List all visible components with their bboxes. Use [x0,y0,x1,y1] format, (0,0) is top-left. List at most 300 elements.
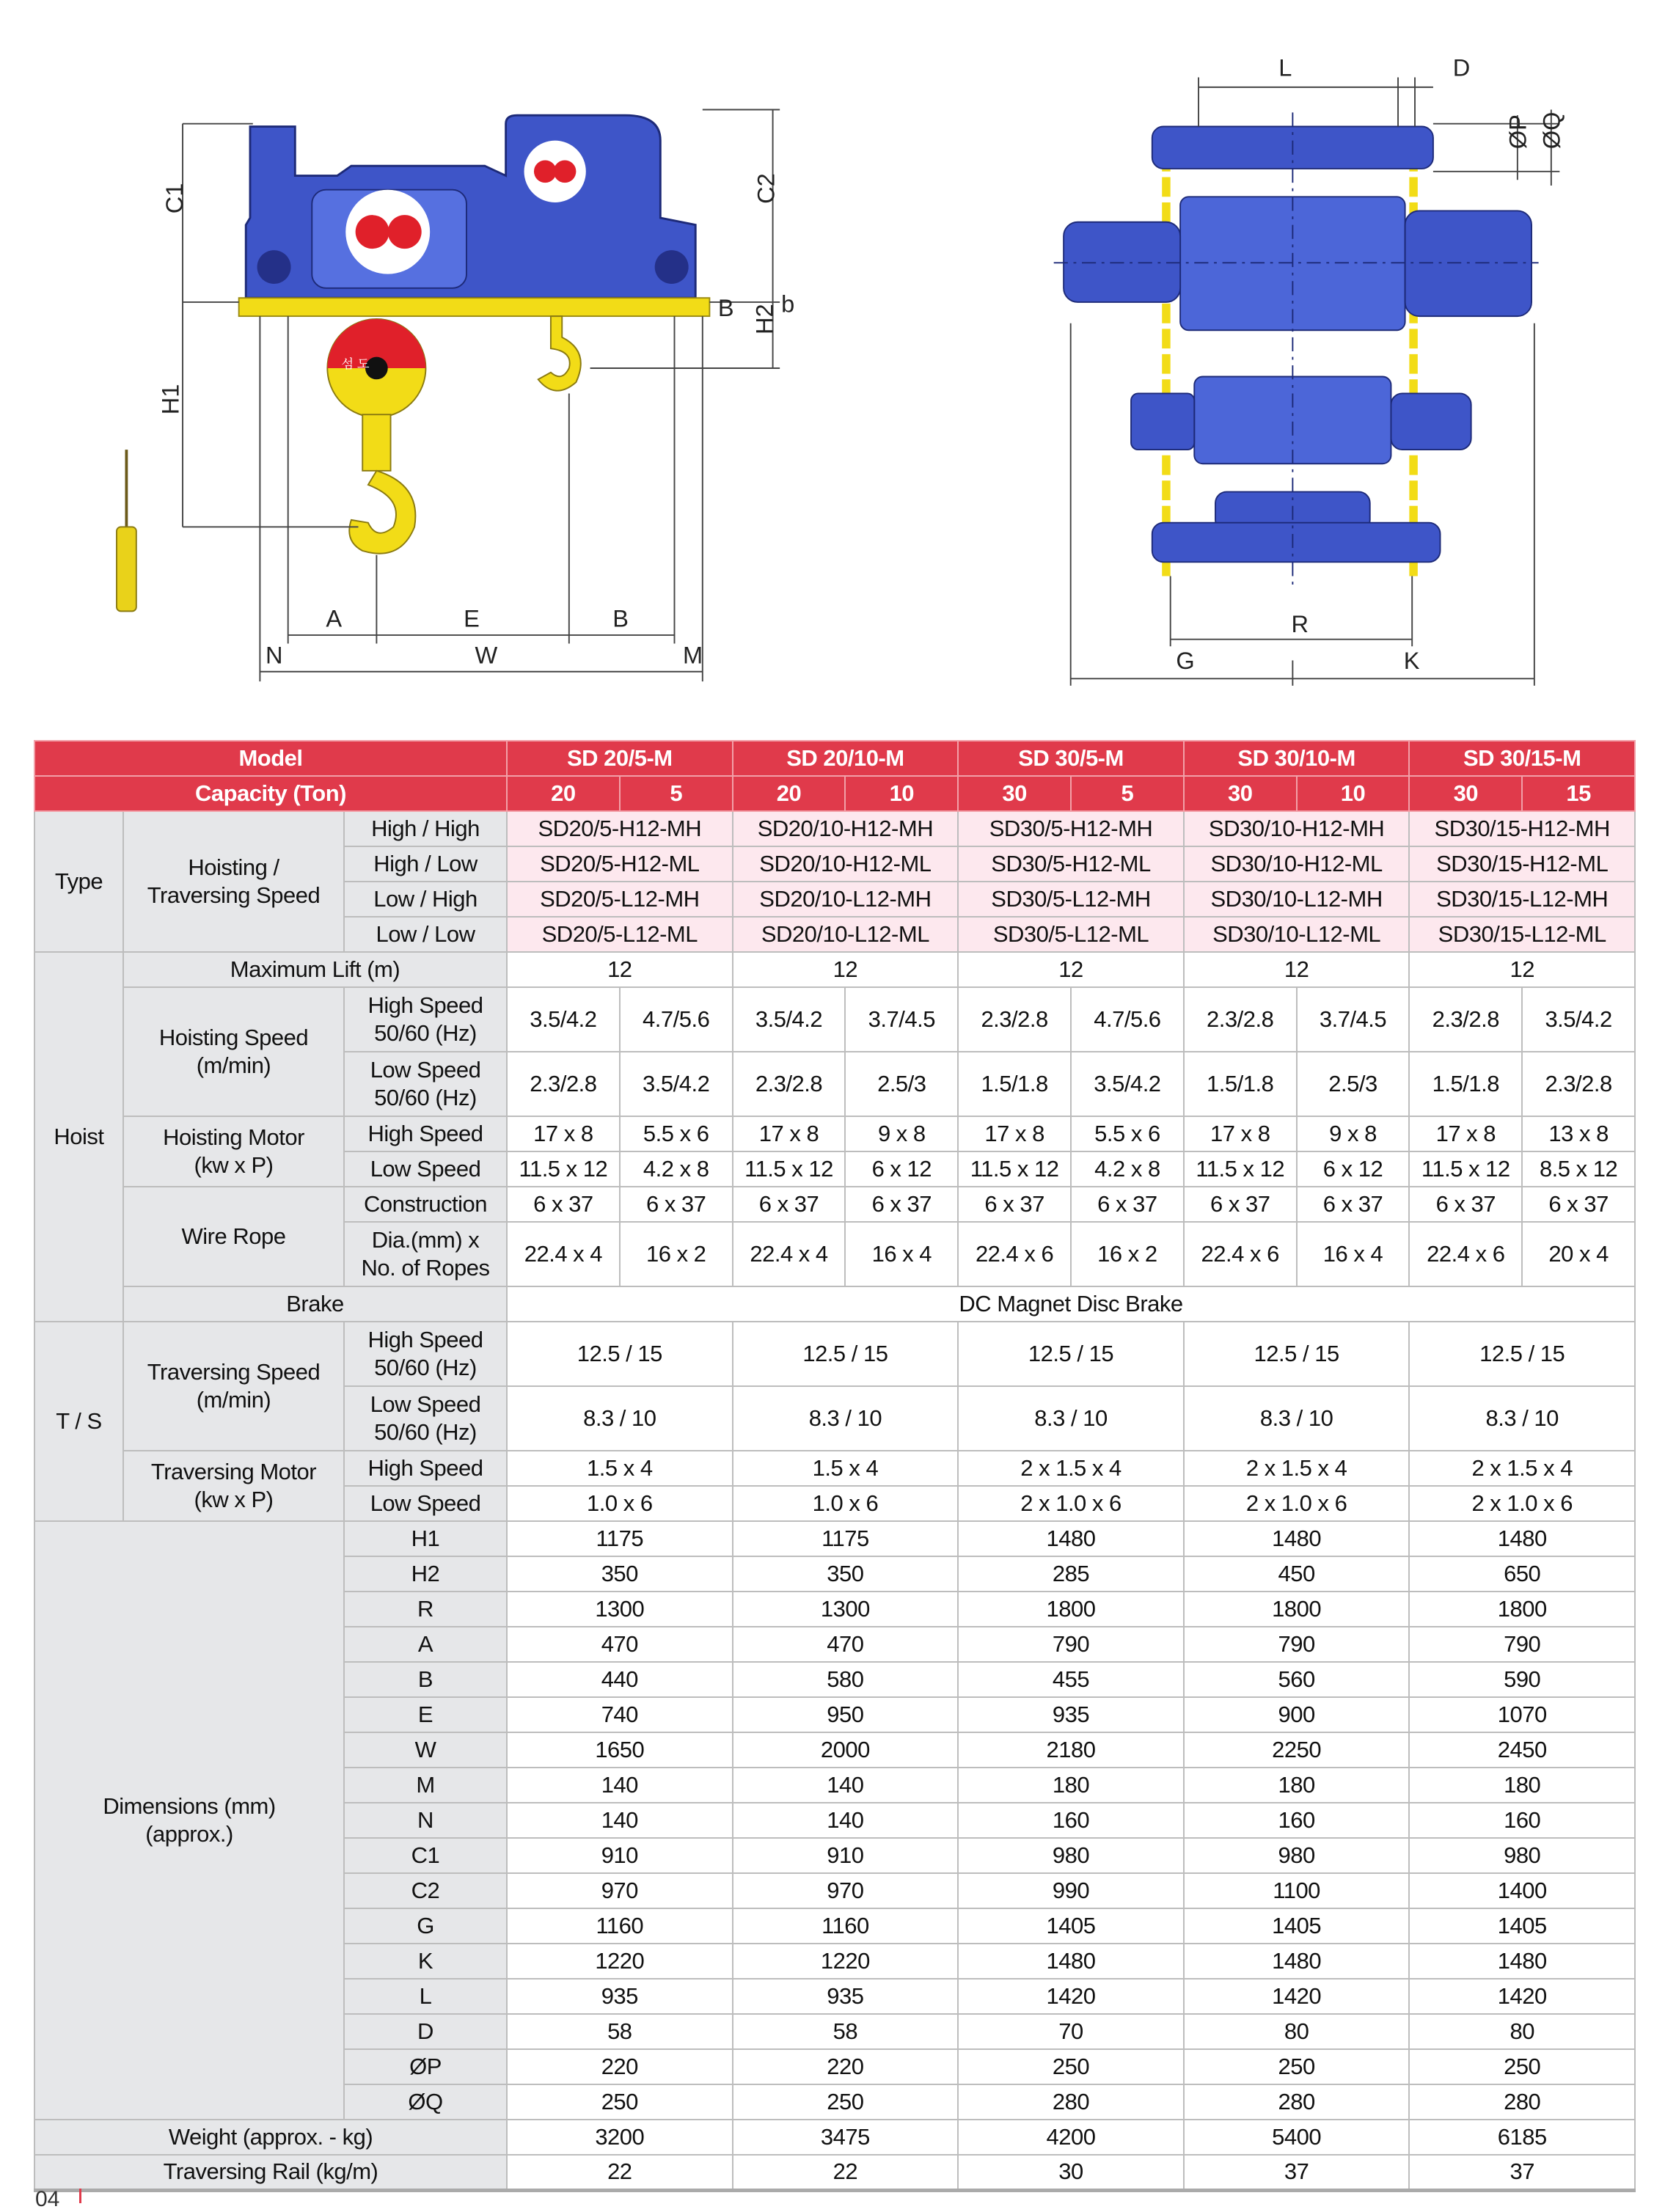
hoisting-speed-value: 3.5/4.2 [507,987,620,1052]
dimension-value: 450 [1184,1556,1410,1592]
table-row [34,952,1635,987]
hoist-group-label: Hoist [34,952,123,1322]
hoisting-motor-value: 4.2 x 8 [1071,1151,1184,1187]
dimension-value: 80 [1184,2014,1410,2049]
dimension-value: 220 [733,2049,959,2084]
brake-value: DC Magnet Disc Brake [507,1286,1635,1322]
label-w: W [475,642,498,669]
traversing-speed-value: 12.5 / 15 [1184,1322,1410,1386]
wire-rope-value: 20 x 4 [1522,1222,1635,1286]
weight-value: 6185 [1409,2120,1635,2155]
dimension-name: C1 [344,1838,507,1873]
table-row [34,1286,1635,1322]
table-row [34,2155,1635,2190]
max-lift-value: 12 [958,952,1184,987]
wire-rope-value: 22.4 x 6 [1184,1222,1297,1286]
wire-rope-value: 22.4 x 4 [733,1222,846,1286]
type-code: SD30/5-L12-ML [958,917,1184,952]
traversing-speed-value: 12.5 / 15 [733,1322,959,1386]
hoisting-motor-value: 6 x 12 [1297,1151,1410,1187]
wire-rope-value: 22.4 x 6 [1409,1222,1522,1286]
hoisting-speed-value: 4.7/5.6 [620,987,733,1052]
dimension-value: 560 [1184,1662,1410,1697]
type-group-label: Type [34,811,123,952]
dimension-value: 350 [733,1556,959,1592]
traversing-speed-value: 12.5 / 15 [958,1322,1184,1386]
capacity-value: 5 [1071,776,1184,811]
dimension-value: 1480 [1409,1521,1635,1556]
traversing-motor-value: 1.0 x 6 [733,1486,959,1521]
wire-rope-value: 6 x 37 [1184,1187,1297,1222]
traversing-speed-sub-label: Low Speed 50/60 (Hz) [344,1386,507,1451]
dimension-value: 180 [1184,1768,1410,1803]
dimension-value: 1480 [1184,1521,1410,1556]
type-code: SD20/5-H12-MH [507,811,733,846]
table-row [34,1451,1635,1486]
dimension-value: 740 [507,1697,733,1732]
type-row-label: Low / Low [344,917,507,952]
type-code: SD30/15-H12-MH [1409,811,1635,846]
hoisting-motor-sub-label: Low Speed [344,1151,507,1187]
hoisting-motor-value: 9 x 8 [845,1116,958,1151]
wire-rope-value: 6 x 37 [1409,1187,1522,1222]
hoisting-motor-value: 13 x 8 [1522,1116,1635,1151]
dimension-value: 280 [1184,2084,1410,2120]
max-lift-value: 12 [733,952,959,987]
max-lift-value: 12 [1184,952,1410,987]
dimension-value: 1300 [507,1592,733,1627]
dimension-name: N [344,1803,507,1838]
traversing-speed-value: 8.3 / 10 [733,1386,959,1451]
table-row [34,1187,1635,1222]
traversing-motor-value: 2 x 1.0 x 6 [958,1486,1184,1521]
label-a: A [326,605,343,632]
dimension-name: M [344,1768,507,1803]
wire-rope-value: 22.4 x 6 [958,1222,1071,1286]
wire-rope-value: 22.4 x 4 [507,1222,620,1286]
hoisting-speed-value: 2.3/2.8 [733,1052,846,1116]
label-k: K [1403,647,1420,674]
dimension-value: 280 [1409,2084,1635,2120]
dimension-value: 350 [507,1556,733,1592]
label-r: R [1291,611,1309,638]
dimension-value: 280 [958,2084,1184,2120]
table-row [34,811,1635,846]
max-lift-label: Maximum Lift (m) [123,952,507,987]
type-row-label: High / High [344,811,507,846]
capacity-header: Capacity (Ton) [34,776,507,811]
dimension-value: 250 [1184,2049,1410,2084]
wire-rope-value: 16 x 4 [1297,1222,1410,1286]
dimension-value: 935 [958,1697,1184,1732]
model-header: Model [34,741,507,776]
type-code: SD20/10-L12-ML [733,917,959,952]
dimension-value: 1220 [733,1944,959,1979]
dimension-value: 180 [1409,1768,1635,1803]
dimension-name: K [344,1944,507,1979]
traversing-motor-sub-label: High Speed [344,1451,507,1486]
capacity-value: 30 [958,776,1071,811]
type-sub-label: Hoisting / Traversing Speed [123,811,344,952]
max-lift-value: 12 [1409,952,1635,987]
traversing-motor-sub-label: Low Speed [344,1486,507,1521]
capacity-value: 10 [845,776,958,811]
type-code: SD30/15-L12-ML [1409,917,1635,952]
hoisting-speed-value: 2.3/2.8 [1522,1052,1635,1116]
wire-rope-value: 6 x 37 [845,1187,958,1222]
dimension-name: G [344,1908,507,1944]
dimension-name: L [344,1979,507,2014]
label-l: L [1278,54,1292,81]
type-code: SD20/10-L12-MH [733,882,959,917]
hoisting-motor-value: 11.5 x 12 [1184,1151,1297,1187]
dimension-value: 160 [1184,1803,1410,1838]
dimension-value: 470 [507,1627,733,1662]
dimension-value: 140 [733,1768,959,1803]
hoisting-speed-value: 3.7/4.5 [845,987,958,1052]
hoisting-speed-value: 2.3/2.8 [958,987,1071,1052]
label-m: M [682,642,703,669]
type-code: SD30/10-L12-ML [1184,917,1410,952]
traversing-motor-value: 1.5 x 4 [507,1451,733,1486]
dimension-value: 935 [733,1979,959,2014]
type-code: SD30/10-L12-MH [1184,882,1410,917]
model-name: SD 20/10-M [733,741,959,776]
specification-table [34,740,1636,2192]
dimension-value: 1100 [1184,1873,1410,1908]
table-row [34,2120,1635,2155]
weight-label: Weight (approx. - kg) [34,2120,507,2155]
top-view-drawing [1054,55,1565,686]
dimension-value: 70 [958,2014,1184,2049]
dimension-value: 180 [958,1768,1184,1803]
dimension-value: 1420 [958,1979,1184,2014]
dimension-value: 1800 [958,1592,1184,1627]
type-code: SD20/5-L12-ML [507,917,733,952]
hoisting-motor-sub-label: High Speed [344,1116,507,1151]
capacity-value: 15 [1522,776,1635,811]
dimension-value: 590 [1409,1662,1635,1697]
dimension-value: 970 [733,1873,959,1908]
type-code: SD30/10-H12-ML [1184,846,1410,882]
rail-value: 22 [733,2155,959,2190]
hoisting-motor-value: 11.5 x 12 [958,1151,1071,1187]
dimension-name: H1 [344,1521,507,1556]
hoist-dimension-drawings [0,0,1665,703]
dimension-value: 80 [1409,2014,1635,2049]
rail-value: 37 [1409,2155,1635,2190]
dimension-value: 1420 [1184,1979,1410,2014]
traversing-speed-label: Traversing Speed (m/min) [123,1322,344,1451]
wire-rope-value: 6 x 37 [958,1187,1071,1222]
dimension-value: 950 [733,1697,959,1732]
traversing-motor-value: 2 x 1.5 x 4 [1409,1451,1635,1486]
dimension-value: 1220 [507,1944,733,1979]
type-row-label: Low / High [344,882,507,917]
hoisting-speed-value: 1.5/1.8 [1184,1052,1297,1116]
hoisting-motor-label: Hoisting Motor (kw x P) [123,1116,344,1187]
dimension-value: 285 [958,1556,1184,1592]
table-row [34,1521,1635,1556]
dimension-value: 1480 [1184,1944,1410,1979]
label-e: E [464,605,480,632]
table-row [34,1116,1635,1151]
dimension-value: 1800 [1409,1592,1635,1627]
model-name: SD 30/5-M [958,741,1184,776]
hoisting-speed-value: 1.5/1.8 [1409,1052,1522,1116]
traversing-motor-value: 2 x 1.5 x 4 [958,1451,1184,1486]
type-code: SD20/10-H12-MH [733,811,959,846]
label-n: N [266,642,283,669]
traversing-motor-value: 2 x 1.0 x 6 [1409,1486,1635,1521]
dimension-name: ØQ [344,2084,507,2120]
hoisting-motor-value: 17 x 8 [958,1116,1071,1151]
type-code: SD30/5-H12-MH [958,811,1184,846]
dimension-value: 650 [1409,1556,1635,1592]
dimension-value: 440 [507,1662,733,1697]
dimension-value: 1405 [958,1908,1184,1944]
hoisting-motor-value: 4.2 x 8 [620,1151,733,1187]
dimension-value: 2250 [1184,1732,1410,1768]
hoisting-speed-value: 2.5/3 [845,1052,958,1116]
dimension-value: 140 [733,1803,959,1838]
dimension-value: 470 [733,1627,959,1662]
hoisting-speed-value: 3.5/4.2 [1071,1052,1184,1116]
wire-rope-value: 6 x 37 [733,1187,846,1222]
hoisting-speed-value: 3.5/4.2 [1522,987,1635,1052]
dimension-value: 980 [958,1838,1184,1873]
dimension-value: 935 [507,1979,733,2014]
rail-value: 37 [1184,2155,1410,2190]
ts-group-label: T / S [34,1322,123,1521]
dimension-value: 140 [507,1768,733,1803]
label-h1: H1 [157,384,184,415]
wire-rope-value: 6 x 37 [507,1187,620,1222]
hoisting-motor-value: 17 x 8 [1409,1116,1522,1151]
traversing-speed-value: 8.3 / 10 [958,1386,1184,1451]
dimension-value: 1405 [1409,1908,1635,1944]
capacity-value: 30 [1184,776,1297,811]
hoisting-speed-sub-label: Low Speed 50/60 (Hz) [344,1052,507,1116]
wire-rope-value: 6 x 37 [1071,1187,1184,1222]
hoisting-motor-value: 5.5 x 6 [1071,1116,1184,1151]
hoisting-speed-value: 3.5/4.2 [733,987,846,1052]
traversing-speed-value: 8.3 / 10 [1184,1386,1410,1451]
label-d: D [1452,54,1471,81]
dimension-name: H2 [344,1556,507,1592]
hoisting-motor-value: 11.5 x 12 [733,1151,846,1187]
label-b-side: B [717,295,734,322]
hook-block-marking: 섬 도 [341,356,370,371]
dimension-value: 1650 [507,1732,733,1768]
hoisting-speed-value: 2.3/2.8 [1184,987,1297,1052]
capacity-value: 30 [1409,776,1522,811]
dimension-value: 58 [507,2014,733,2049]
dimension-value: 900 [1184,1697,1410,1732]
hoisting-motor-value: 6 x 12 [845,1151,958,1187]
hoisting-speed-value: 2.5/3 [1297,1052,1410,1116]
traversing-motor-value: 1.5 x 4 [733,1451,959,1486]
hoisting-motor-value: 17 x 8 [507,1116,620,1151]
label-h2: H2 [751,304,778,335]
hoisting-speed-value: 1.5/1.8 [958,1052,1071,1116]
weight-value: 3475 [733,2120,959,2155]
hoisting-motor-value: 17 x 8 [1184,1116,1297,1151]
dimension-value: 1800 [1184,1592,1410,1627]
rail-value: 30 [958,2155,1184,2190]
dimension-value: 980 [1409,1838,1635,1873]
hoisting-motor-value: 5.5 x 6 [620,1116,733,1151]
capacity-value: 20 [507,776,620,811]
hoisting-speed-sub-label: High Speed 50/60 (Hz) [344,987,507,1052]
dimension-value: 160 [1409,1803,1635,1838]
dimension-value: 790 [958,1627,1184,1662]
traversing-speed-value: 8.3 / 10 [507,1386,733,1451]
traversing-speed-value: 8.3 / 10 [1409,1386,1635,1451]
label-c2: C2 [753,173,780,204]
wire-rope-value: 6 x 37 [620,1187,733,1222]
wire-rope-value: 16 x 2 [1071,1222,1184,1286]
dimension-value: 1480 [958,1944,1184,1979]
max-lift-value: 12 [507,952,733,987]
dimension-value: 1405 [1184,1908,1410,1944]
dimension-value: 250 [733,2084,959,2120]
dimension-value: 2180 [958,1732,1184,1768]
dimension-name: W [344,1732,507,1768]
dimension-value: 140 [507,1803,733,1838]
capacity-value: 10 [1297,776,1410,811]
hoisting-speed-value: 2.3/2.8 [507,1052,620,1116]
label-p: ØP [1504,114,1532,150]
label-b-small: b [781,290,795,318]
dimension-value: 250 [958,2049,1184,2084]
hoisting-speed-value: 2.3/2.8 [1409,987,1522,1052]
wire-rope-label: Wire Rope [123,1187,344,1286]
traversing-motor-value: 1.0 x 6 [507,1486,733,1521]
model-name: SD 30/10-M [1184,741,1410,776]
label-q: ØQ [1538,111,1565,150]
dimension-value: 910 [733,1838,959,1873]
weight-value: 4200 [958,2120,1184,2155]
dimension-name: R [344,1592,507,1627]
dimension-value: 980 [1184,1838,1410,1873]
hoisting-speed-value: 3.5/4.2 [620,1052,733,1116]
traversing-motor-value: 2 x 1.5 x 4 [1184,1451,1410,1486]
type-code: SD30/5-L12-MH [958,882,1184,917]
dimension-name: D [344,2014,507,2049]
weight-value: 3200 [507,2120,733,2155]
wire-rope-value: 16 x 2 [620,1222,733,1286]
traversing-speed-value: 12.5 / 15 [1409,1322,1635,1386]
hoisting-motor-value: 11.5 x 12 [1409,1151,1522,1187]
type-code: SD20/5-L12-MH [507,882,733,917]
hoisting-motor-value: 17 x 8 [733,1116,846,1151]
capacity-value: 20 [733,776,846,811]
dimension-name: ØP [344,2049,507,2084]
dimension-value: 1480 [958,1521,1184,1556]
type-code: SD30/15-H12-ML [1409,846,1635,882]
traversing-motor-value: 2 x 1.0 x 6 [1184,1486,1410,1521]
table-row [34,741,1635,776]
dimension-value: 2450 [1409,1732,1635,1768]
page-number: 04 [35,2187,60,2211]
rail-label: Traversing Rail (kg/m) [34,2155,507,2190]
table-row [34,1322,1635,1386]
dimension-value: 580 [733,1662,959,1697]
type-code: SD30/5-H12-ML [958,846,1184,882]
dimension-value: 1070 [1409,1697,1635,1732]
dimension-name: E [344,1697,507,1732]
hoisting-motor-value: 9 x 8 [1297,1116,1410,1151]
dimension-value: 455 [958,1662,1184,1697]
dimension-value: 970 [507,1873,733,1908]
label-c1: C1 [161,183,189,214]
wire-rope-value: 6 x 37 [1522,1187,1635,1222]
dimension-value: 250 [1409,2049,1635,2084]
rail-value: 22 [507,2155,733,2190]
dimension-value: 990 [958,1873,1184,1908]
dimension-value: 160 [958,1803,1184,1838]
side-view-drawing [117,110,794,682]
dimension-value: 1175 [733,1521,959,1556]
brake-label: Brake [123,1286,507,1322]
model-name: SD 20/5-M [507,741,733,776]
dimension-value: 2000 [733,1732,959,1768]
type-row-label: High / Low [344,846,507,882]
hoisting-speed-value: 4.7/5.6 [1071,987,1184,1052]
hoisting-speed-value: 3.7/4.5 [1297,987,1410,1052]
type-code: SD20/10-H12-ML [733,846,959,882]
hoisting-motor-value: 11.5 x 12 [507,1151,620,1187]
dimension-value: 790 [1184,1627,1410,1662]
weight-value: 5400 [1184,2120,1410,2155]
dimension-value: 1400 [1409,1873,1635,1908]
hoisting-motor-value: 8.5 x 12 [1522,1151,1635,1187]
dimension-value: 910 [507,1838,733,1873]
table-row [34,776,1635,811]
wire-rope-sub-label: Construction [344,1187,507,1222]
dimension-name: C2 [344,1873,507,1908]
dimension-value: 1175 [507,1521,733,1556]
wire-rope-value: 16 x 4 [845,1222,958,1286]
dimension-value: 58 [733,2014,959,2049]
label-b: B [612,605,629,632]
dimension-value: 250 [507,2084,733,2120]
dimension-value: 1480 [1409,1944,1635,1979]
dimension-value: 1160 [733,1908,959,1944]
dimension-value: 1160 [507,1908,733,1944]
pendant-icon [117,527,136,611]
wire-rope-value: 6 x 37 [1297,1187,1410,1222]
dimension-value: 1420 [1409,1979,1635,2014]
dimension-name: A [344,1627,507,1662]
hoisting-speed-label: Hoisting Speed (m/min) [123,987,344,1116]
capacity-value: 5 [620,776,733,811]
dimension-value: 220 [507,2049,733,2084]
label-g: G [1176,647,1195,674]
dimensions-label: Dimensions (mm) (approx.) [34,1521,344,2120]
type-code: SD30/15-L12-MH [1409,882,1635,917]
page-marker [79,2189,81,2203]
traversing-speed-sub-label: High Speed 50/60 (Hz) [344,1322,507,1386]
table-row [34,987,1635,1052]
dimension-value: 790 [1409,1627,1635,1662]
dimension-value: 1300 [733,1592,959,1627]
type-code: SD20/5-H12-ML [507,846,733,882]
model-name: SD 30/15-M [1409,741,1635,776]
wire-rope-sub-label: Dia.(mm) x No. of Ropes [344,1222,507,1286]
traversing-speed-value: 12.5 / 15 [507,1322,733,1386]
